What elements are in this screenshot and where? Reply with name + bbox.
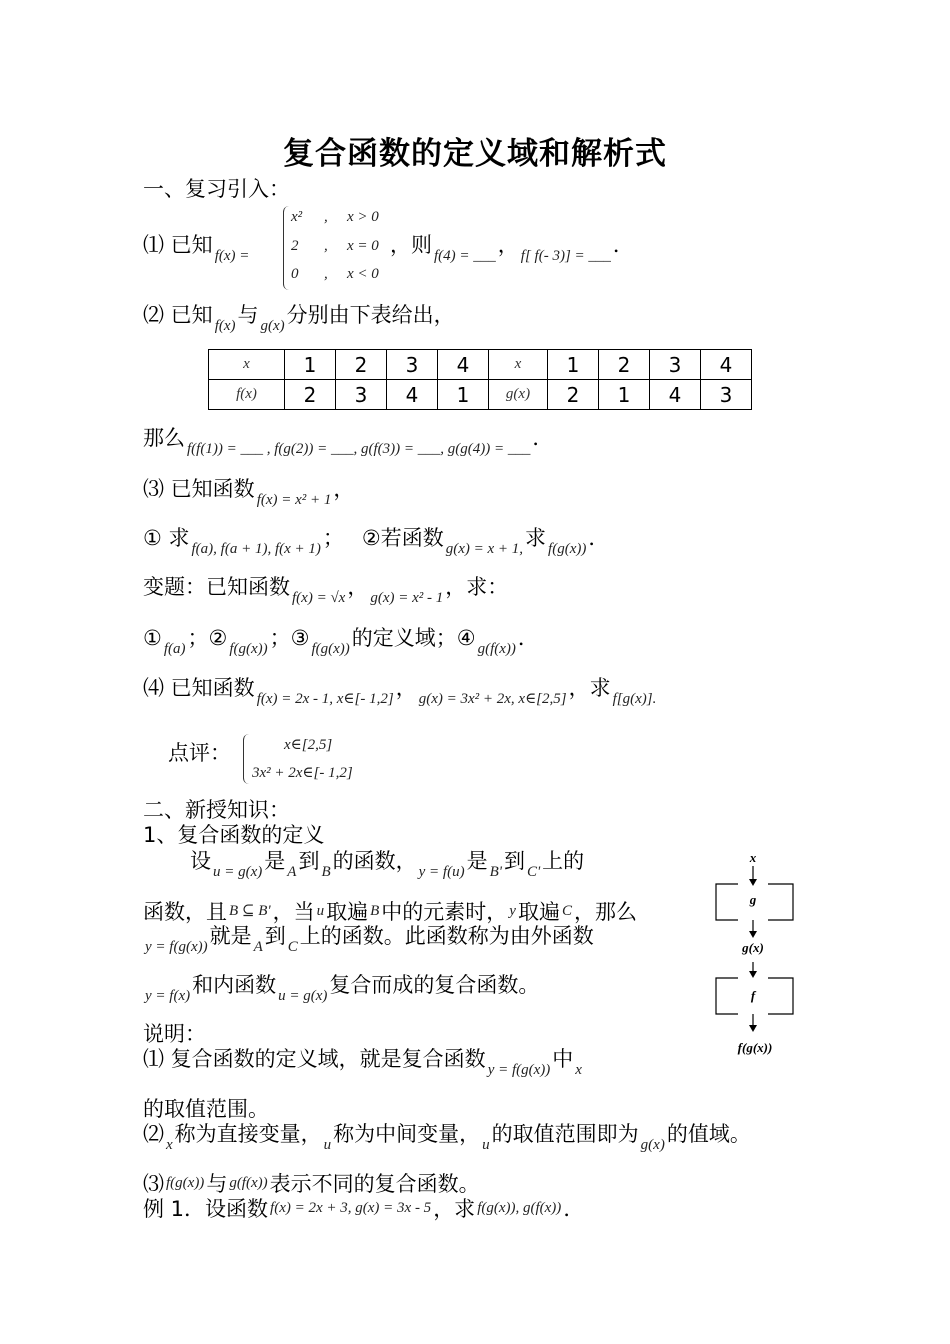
definition-line4: y = f(x)和内函数 u = g(x)复合而成的复合函数。 [145, 973, 540, 1004]
table-row: x 1 2 3 4 x 1 2 3 4 [209, 350, 752, 380]
arrow-head-icon [749, 971, 757, 978]
comment-label: 点评： [168, 741, 231, 765]
note3-line: ⑶ f(g(x))与 g(f(x))表示不同的复合函数。 [143, 1172, 480, 1196]
problem3-subquestions: ① 求 f(a), f(a + 1), f(x + 1)； ②若函数 g(x) = x + 1,求 f(g(x))． [143, 526, 610, 557]
problem3-line: ⑶ 已知函数 f(x) = x² + 1， [143, 477, 355, 508]
definition-line3: y = f(g(x))就是 A到 C上的函数。此函数称为由外函数 [145, 924, 594, 955]
page-title: 复合函数的定义域和解析式 [283, 136, 667, 172]
problem4-line: ⑷ 已知函数 f(x) = 2x - 1, x∈[- 1,2]， g(x) = 3x² + 2x, x∈[2,5]，求 f[g(x)]. [143, 676, 657, 707]
definition-line1: 设 u = g(x)是 A到 B的函数， y = f(u)是 B'到 C'上的 [190, 849, 585, 880]
diagram-label-x: x [749, 850, 757, 865]
comment-system-1: x∈[2,5] [284, 737, 333, 753]
definition-line2: 函数，且 B ⊆ B'，当 u取遍 B中的元素时， y取遍 C，那么 [143, 900, 637, 924]
definition-subheading: 1、复合函数的定义 [143, 823, 325, 847]
arrow-head-icon [749, 1025, 757, 1032]
problem2-question: 那么 f(f(1)) = ___ , f(g(2)) = ___, g(f(3)) = ___, g(g(4)) = ___． [143, 426, 554, 457]
note2-line: ⑵ x称为直接变量， u称为中间变量， u的取值范围即为 g(x)的值域。 [143, 1122, 751, 1153]
arrow-head-icon [749, 931, 757, 938]
note1-continued: 的取值范围。 [143, 1097, 269, 1121]
arrow-head-icon [749, 879, 757, 886]
diagram-label-f: f [750, 988, 756, 1003]
diagram-label-gx: g(x) [742, 940, 764, 955]
section1-heading: 一、复习引入： [143, 177, 290, 201]
section2-heading: 二、新授知识： [143, 798, 290, 822]
diagram-label-fgx: f(g(x)) [737, 1040, 773, 1055]
comment-brace [243, 734, 250, 784]
piecewise-brace [283, 206, 290, 290]
diagram-label-g: g [749, 892, 757, 907]
value-table [208, 349, 752, 410]
example1-line: 例 1．设函数 f(x) = 2x + 3, g(x) = 3x - 5，求 f(g(x)), g(f(x))． [143, 1197, 585, 1221]
variant-line: 变题：已知函数 f(x) = √x， g(x) = x² - 1，求： [143, 575, 509, 606]
problem2-line: ⑵ 已知 f(x)与 g(x)分别由下表给出， [143, 303, 455, 334]
piecewise-case2: 2 [291, 238, 299, 254]
table-row: f(x) 2 3 4 1 g(x) 2 1 4 3 [209, 380, 752, 410]
piecewise-case1: x² [291, 209, 303, 225]
piecewise-case3: 0 [291, 266, 299, 282]
note-heading: 说明： [143, 1022, 206, 1046]
composition-diagram [700, 848, 810, 1063]
problem1-questions: ，则 f(4) = ___， f[ f(- 3)] = ___． [390, 233, 634, 264]
problem1-line: ⑴ 已知 f(x) = [143, 233, 250, 264]
comment-system-2: 3x² + 2x∈[- 1,2] [252, 765, 353, 781]
note1-line: ⑴ 复合函数的定义域，就是复合函数 y = f(g(x))中 x [143, 1047, 582, 1078]
variant-questions: ① f(a)；② f(g(x))；③ f(g(x))的定义域；④ g(f(x))． [143, 626, 539, 657]
